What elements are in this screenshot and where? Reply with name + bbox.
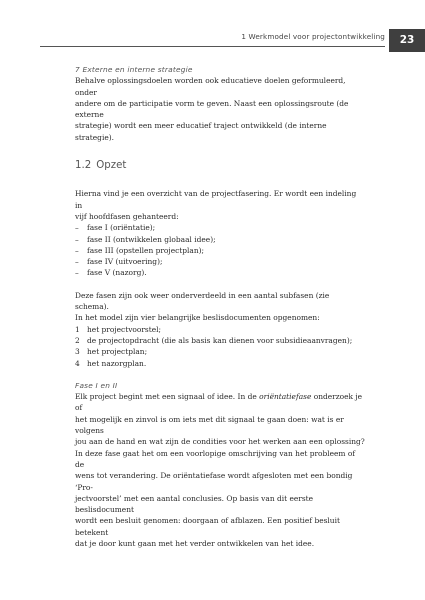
section-heading-1-2 bbox=[75, 160, 365, 171]
text-line: jou aan de hand en wat zijn de condities voor het werken aan een oplossing? bbox=[75, 437, 365, 447]
text-line: wens tot verandering. De oriëntatiefase wordt afgesloten met een bondig ‘Pro- bbox=[75, 471, 353, 492]
text-line: Behalve oplossingsdoelen worden ook educatieve doelen geformuleerd, onder bbox=[75, 76, 346, 97]
text-line: In deze fase gaat het om een voorlopige omschrijving van het probleem of de bbox=[75, 448, 356, 469]
paragraph-intro bbox=[75, 188, 365, 222]
list-item: 3 het projectplan; bbox=[75, 347, 148, 357]
section-number: 1.2 bbox=[75, 160, 92, 172]
subsection-heading-fase: Fase I en II bbox=[75, 380, 118, 390]
list-item: 2 de projectopdracht (die als basis kan dienen voor subsidieaanvragen); bbox=[75, 335, 353, 345]
text-line: vijf hoofdfasen gehanteerd: bbox=[75, 211, 179, 221]
list-item: 1 het projectvoorstel; bbox=[75, 324, 162, 334]
list-item: – fase IV (uitvoering); bbox=[75, 257, 163, 267]
phase-list bbox=[75, 222, 365, 278]
text-line: Deze fasen zijn ook weer onderverdeeld in een aantal subfasen (zie schema). bbox=[75, 290, 330, 312]
text-line: dat je door kunt gaan met het verder ontwikkelen van het idee. bbox=[75, 538, 315, 548]
list-item: – fase V (nazorg). bbox=[75, 268, 147, 278]
text-line: strategie) wordt een meer educatief traject ontwikkeld (de interne strategie). bbox=[75, 121, 327, 142]
list-item: – fase I (oriëntatie); bbox=[75, 223, 156, 233]
paragraph-fase bbox=[75, 391, 365, 549]
paragraph-strategie bbox=[75, 75, 365, 143]
section-title: Opzet bbox=[96, 160, 127, 172]
subsection-heading-7: 7 Externe en interne strategie bbox=[75, 65, 193, 74]
text-line: In het model zijn vier belangrijke beslisdocumenten opgenomen: bbox=[75, 313, 320, 323]
text-line: het mogelijk en zinvol is om iets met dit signaal te gaan doen: wat is er volgens bbox=[75, 414, 344, 436]
page-body bbox=[75, 64, 365, 549]
text-line: Hierna vind je een overzicht van de projectfasering. Er wordt een indeling in bbox=[75, 189, 357, 210]
list-item: 4 het nazorgplan. bbox=[75, 358, 147, 368]
running-header: 1 Werkmodel voor projectontwikkeling bbox=[241, 32, 385, 41]
emphasis: oriëntatiefase bbox=[259, 392, 312, 402]
text-line: jectvoorstel’ met een aantal conclusies. Op basis van dit eerste beslisdocument bbox=[75, 493, 314, 515]
paragraph-subphases bbox=[75, 290, 365, 324]
list-item: – fase II (ontwikkelen globaal idee); bbox=[75, 234, 216, 244]
list-item: – fase III (opstellen projectplan); bbox=[75, 245, 205, 255]
text-line: andere om de participatie vorm te geven. Naast een oplossingsroute (de externe bbox=[75, 98, 349, 120]
header-rule bbox=[40, 46, 385, 47]
page-number: 23 bbox=[389, 29, 425, 52]
document-list bbox=[75, 324, 365, 369]
text-line: Elk project begint met een signaal of idee. In de oriëntatiefase onderzoek je of bbox=[75, 392, 363, 413]
text-line: wordt een besluit genomen: doorgaan of afblazen. Een positief besluit betekent bbox=[75, 516, 340, 537]
